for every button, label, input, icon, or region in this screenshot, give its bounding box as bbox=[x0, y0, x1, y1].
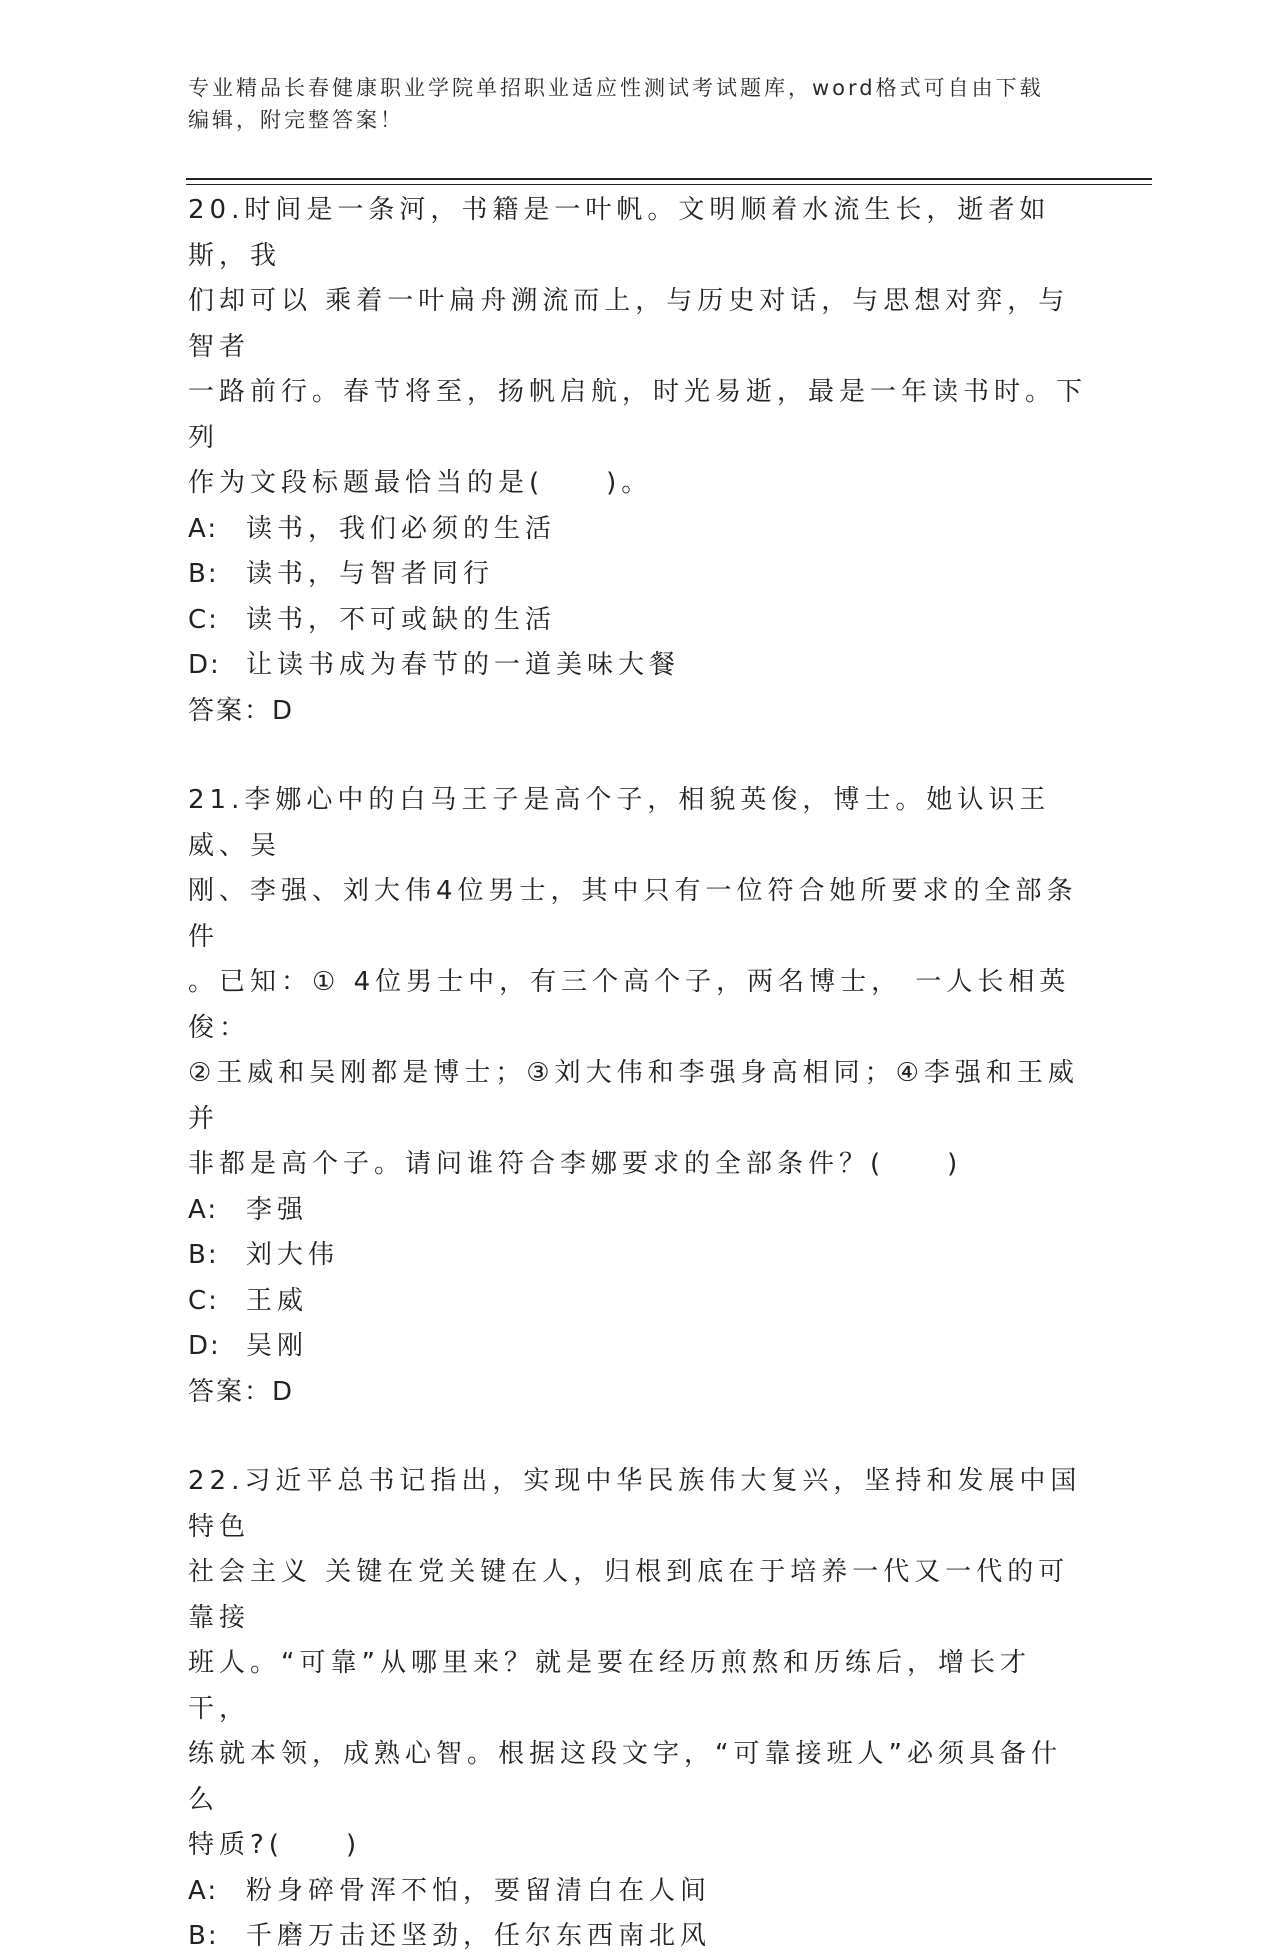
option-text: 吴刚 bbox=[246, 1331, 309, 1361]
question-stem-line: 20.时间是一条河，书籍是一叶帆。文明顺着水流生长，逝者如斯，我 bbox=[188, 195, 1051, 271]
option-b bbox=[188, 1914, 1088, 1960]
question-20 bbox=[188, 188, 1088, 734]
option-a bbox=[188, 1188, 1088, 1234]
answer-line: 答案：D bbox=[188, 1376, 295, 1407]
option-c bbox=[188, 1279, 1088, 1325]
question-stem-line: 练就本领，成熟心智。根据这段文字，“可靠接班人”必须具备什么 bbox=[188, 1739, 1062, 1815]
header-line-1: 专业精品长春健康职业学院单招职业适应性测试考试题库，word格式可自由下载 bbox=[188, 76, 1044, 100]
question-stem-line: 们却可以 乘着一叶扁舟溯流而上，与历史对话，与思想对弈，与智者 bbox=[188, 286, 1070, 362]
option-text: 千磨万击还坚劲，任尔东西南北风 bbox=[246, 1921, 712, 1951]
option-text: 读书，我们必须的生活 bbox=[246, 513, 557, 544]
option-text: 读书，不可或缺的生活 bbox=[246, 604, 557, 635]
option-letter: C: bbox=[188, 604, 219, 635]
option-b bbox=[188, 1233, 1088, 1279]
option-text: 粉身碎骨浑不怕，要留清白在人间 bbox=[246, 1875, 712, 1906]
question-stem-line: 。已知：① 4位男士中，有三个高个子，两名博士， 一人长相英俊： bbox=[188, 967, 1071, 1043]
option-c bbox=[188, 598, 1088, 644]
option-text: 让读书成为春节的一道美味大餐 bbox=[246, 650, 681, 680]
document-header bbox=[188, 72, 1068, 136]
header-divider-thick bbox=[186, 178, 1152, 180]
question-stem-line: 作为文段标题最恰当的是( )。 bbox=[188, 468, 653, 498]
question-stem-line: 21.李娜心中的白马王子是高个子，相貌英俊，博士。她认识王威、吴 bbox=[188, 785, 1051, 861]
option-text: 王威 bbox=[246, 1285, 309, 1316]
option-letter: A: bbox=[188, 513, 219, 544]
question-list bbox=[188, 188, 1088, 1960]
answer-line: 答案：D bbox=[188, 695, 295, 726]
option-letter: C: bbox=[188, 1285, 219, 1316]
option-letter: A: bbox=[188, 1194, 219, 1225]
option-letter: D: bbox=[188, 1331, 221, 1361]
question-stem-line: 刚、李强、刘大伟4位男士，其中只有一位符合她所要求的全部条件 bbox=[188, 876, 1078, 952]
question-stem-line: 班人。“可靠”从哪里来？就是要在经历煎熬和历练后，增长才干， bbox=[188, 1648, 1031, 1724]
question-22 bbox=[188, 1459, 1088, 1960]
question-stem-line: ②王威和吴刚都是博士；③刘大伟和李强身高相同；④李强和王威并 bbox=[188, 1058, 1079, 1134]
option-a bbox=[188, 507, 1088, 553]
header-divider-thin bbox=[186, 184, 1152, 185]
question-stem-line: 非都是高个子。请问谁符合李娜要求的全部条件？( ) bbox=[188, 1149, 963, 1179]
question-stem-line: 22.习近平总书记指出，实现中华民族伟大复兴，坚持和发展中国特色 bbox=[188, 1466, 1082, 1542]
question-stem-line: 社会主义 关键在党关键在人，归根到底在于培养一代又一代的可靠接 bbox=[188, 1557, 1070, 1633]
option-letter: B: bbox=[188, 559, 219, 589]
option-letter: A: bbox=[188, 1875, 219, 1906]
header-line-2: 编辑，附完整答案！ bbox=[188, 108, 404, 132]
question-stem-line: 一路前行。春节将至，扬帆启航，时光易逝，最是一年读书时。下列 bbox=[188, 377, 1088, 453]
question-21 bbox=[188, 778, 1088, 1415]
question-stem-line: 特质?( ) bbox=[188, 1830, 362, 1860]
option-d bbox=[188, 1324, 1088, 1370]
option-text: 读书，与智者同行 bbox=[246, 559, 495, 589]
option-d bbox=[188, 643, 1088, 689]
option-letter: D: bbox=[188, 650, 221, 680]
option-a bbox=[188, 1869, 1088, 1915]
option-letter: B: bbox=[188, 1240, 219, 1270]
option-letter: B: bbox=[188, 1921, 219, 1951]
option-b bbox=[188, 552, 1088, 598]
option-text: 李强 bbox=[246, 1194, 309, 1225]
option-text: 刘大伟 bbox=[246, 1240, 340, 1270]
